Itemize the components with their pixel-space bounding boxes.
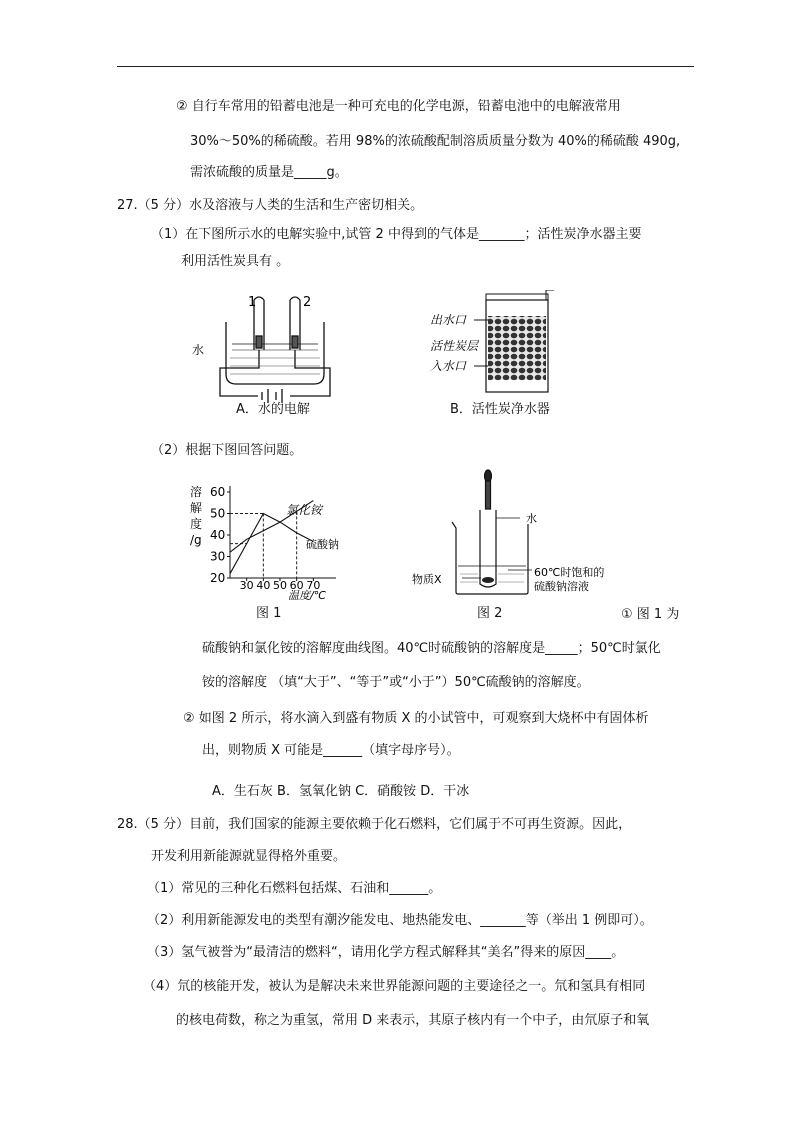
q27-part2-item2-line1: ② 如图 2 所示，将水滴入到盛有物质 X 的小试管中，可观察到大烧杯中有固体析 [183,711,649,726]
y-tick-label: 50 [210,506,226,521]
water-drop-label: 水 [526,512,537,525]
inlet-label: 入水口 [430,359,467,373]
q27-part2-item1-line2: 硫酸钠和氯化铵的溶解度曲线图。40℃时硫酸钠的溶解度是_____；50℃时氯化 [202,641,661,656]
q26-item2-line2: 30%～50%的稀硫酸。若用 98%的浓硫酸配制溶质质量分数为 40%的稀硫酸 490g, [190,134,681,149]
x-tick-label: 60 [289,579,304,592]
q27-part1-line2: 利用活性炭具有 。 [181,254,290,269]
series-line-nh4cl [230,501,313,553]
q27-part2-item1-start: ① 图 1 为 [621,607,680,622]
solution-label-2: 硫酸钠溶液 [534,580,589,593]
q27-title: 27.（5 分）水及溶液与人类的生活和生产密切相关。 [117,198,424,213]
solution-label-1: 60℃时饱和的 [534,566,605,579]
x-tick-label: 70 [306,579,321,592]
series-label-nh4cl: 氯化铵 [286,503,323,517]
q27-part2-title: （2）根据下图回答问题。 [151,443,303,458]
q28-part4-line2: 的核电荷数，称之为重氢，常用 D 来表示，其原子核内有一个中子，由氘原子和氧 [176,1013,650,1028]
q26-item2-line1: ② 自行车常用的铅蓄电池是一种可充电的化学电源，铅蓄电池中的电解液常用 [176,99,621,114]
q26-item2-line3: 需浓硫酸的质量是_____g。 [190,165,348,180]
q28-part2: （2）利用新能源发电的类型有潮汐能发电、地热能发电、_______等（举出 1 例即可）。 [147,913,653,928]
q28-part4-line1: （4）氘的核能开发，被认为是解决未来世界能源问题的主要途径之一。氘和氢具有相同 [143,979,646,994]
y-tick-label: 30 [210,549,226,564]
caption-b: B．活性炭净水器 [450,402,550,417]
q27-part2-item1-line3: 铵的溶解度 （填“大于”、“等于”或“小于”）50℃硫酸钠的溶解度。 [202,675,590,690]
q28-title-line2: 开发利用新能源就显得格外重要。 [151,849,347,864]
carbon-layer-label: 活性炭层 [430,339,479,353]
series-label-na2so4: 硫酸钠 [306,538,339,551]
q27-part1-line1: （1）在下图所示水的电解实验中,试管 2 中得到的气体是_______；活性炭净水器主要 [151,227,642,242]
q27-options: A．生石灰 B．氢氧化钠 C．硝酸铵 D．干冰 [212,784,470,799]
figure-carbon-purifier [430,290,560,400]
caption-fig2: 图 2 [477,606,503,621]
y-tick-label: 20 [210,571,226,585]
q28-part3: （3）氢气被誉为“最清洁的燃料“，请用化学方程式解释其“美名”得来的原因____。 [147,945,625,960]
figure-beaker [408,466,618,602]
x-tick-label: 30 [239,579,254,592]
q27-part2-item2-line2: 出，则物质 X 可能是______（填字母序号）。 [202,743,460,758]
y-tick-label: 60 [210,485,226,499]
substance-x-label: 物质X [412,573,442,586]
figure-solubility-chart [184,478,364,602]
x-tick-label: 40 [256,579,271,592]
tube1-label: 1 [248,295,257,310]
caption-fig1: 图 1 [256,606,282,621]
q28-title-line1: 28.（5 分）目前，我们国家的能源主要依赖于化石燃料，它们属于不可再生资源。因此， [117,817,632,832]
y-label-3: 度 [190,517,203,531]
caption-a: A．水的电解 [236,402,310,417]
y-label-1: 溶 [190,485,203,499]
q28-part1: （1）常见的三种化石燃料包括煤、石油和______。 [147,881,442,896]
x-axis-label: 温度/℃ [288,589,327,602]
header-rule [117,66,694,67]
y-tick-label: 40 [210,528,226,542]
y-label-4: /g [190,533,202,547]
y-label-2: 解 [190,501,203,515]
figure-water-electrolysis [190,288,340,416]
water-label: 水 [192,343,205,357]
tube2-label: 2 [303,295,312,310]
x-tick-label: 50 [273,579,287,592]
outlet-label: 出水口 [430,313,467,327]
